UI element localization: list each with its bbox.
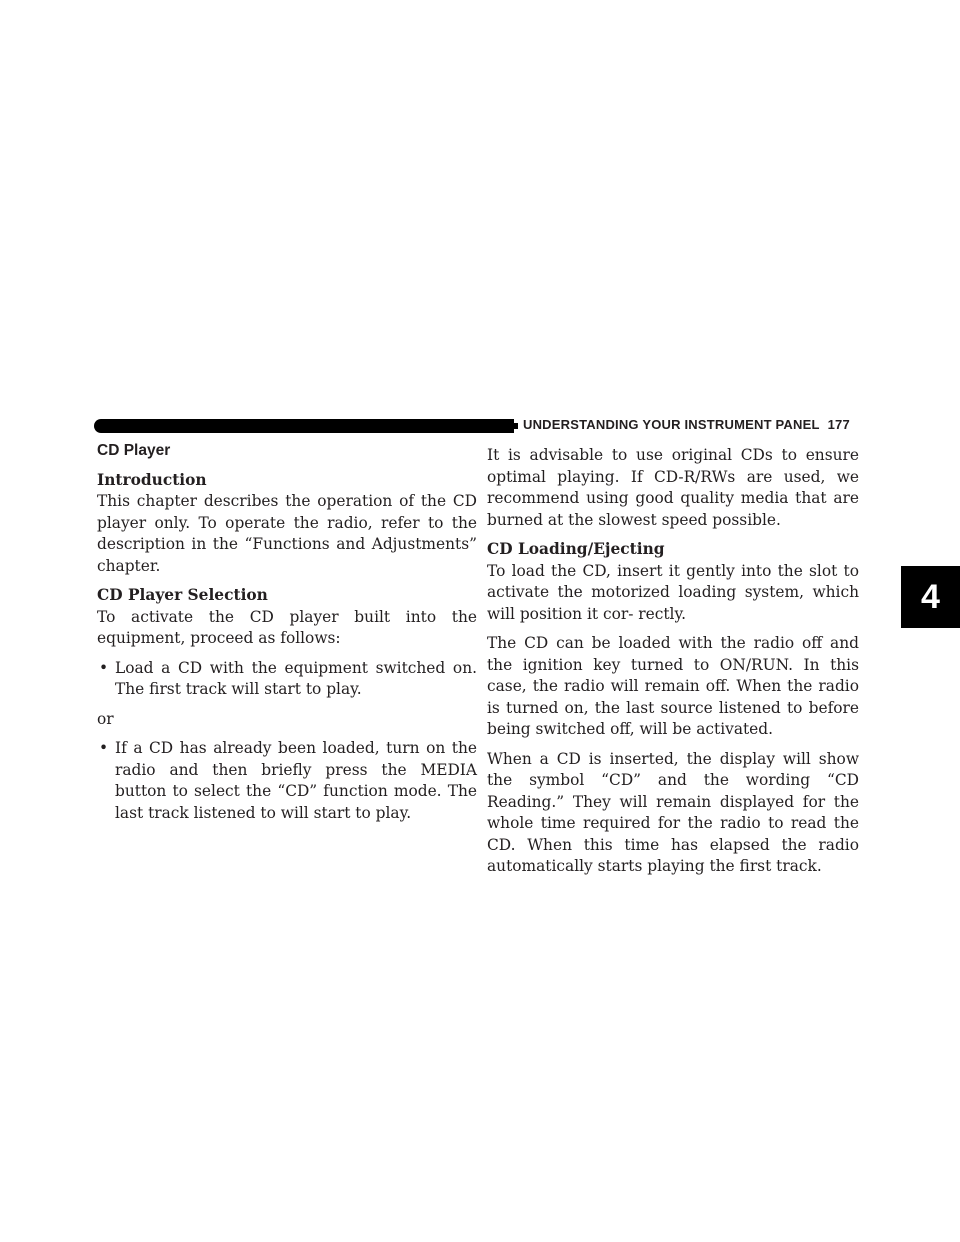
bullet-icon: •: [99, 658, 109, 677]
header-rule: [94, 419, 514, 433]
right-column: [487, 445, 859, 886]
bullet-item-media: [97, 738, 477, 824]
or-text: or: [97, 709, 114, 728]
header-rule-end: [514, 423, 518, 429]
selection-heading: CD Player Selection: [97, 586, 268, 604]
left-column: [97, 440, 477, 832]
running-header: [523, 417, 850, 432]
header-title: UNDERSTANDING YOUR INSTRUMENT PANEL: [523, 417, 820, 432]
bullet-text: If a CD has already been loaded, turn on the radio and then briefly press the MEDIA button to select the “CD” function mode. The last track listened to will start to play.: [115, 739, 477, 822]
intro-heading: Introduction: [97, 470, 207, 489]
page-number: 177: [827, 417, 850, 432]
loading-paragraph: To load the CD, insert it gently into the slot to activate the motorized loading system, which will position it cor- rectly.: [487, 561, 859, 623]
bullet-item-load: [97, 658, 477, 701]
section-title: CD Player: [97, 442, 171, 459]
loading-heading: CD Loading/Ejecting: [487, 540, 665, 558]
ignition-paragraph: The CD can be loaded with the radio off and the ignition key turned to ON/RUN. In this case, the radio will remain off. When the radio is turned on, the last source listened to before being switched off, will be activated.: [487, 634, 859, 738]
advice-paragraph: It is advisable to use original CDs to ensure optimal playing. If CD-R/RWs are used, we recommend using good quality media that are burned at the slowest speed possible.: [487, 446, 859, 529]
chapter-tab: 4: [901, 566, 960, 628]
intro-paragraph: This chapter describes the operation of the CD player only. To operate the radio, refer to the description in the “Functions and Adjustments” chapter.: [97, 492, 477, 575]
bullet-text: Load a CD with the equipment switched on. The first track will start to play.: [115, 658, 477, 698]
bullet-icon: •: [99, 739, 109, 757]
reading-paragraph: When a CD is inserted, the display will show the symbol “CD” and the wording “CD Reading.” They will remain displayed for the whole time required for the radio to read the CD. When this time has elapsed the radio automatically starts playing the first track.: [487, 749, 859, 875]
selection-paragraph: To activate the CD player built into the equipment, proceed as follows:: [97, 607, 477, 647]
